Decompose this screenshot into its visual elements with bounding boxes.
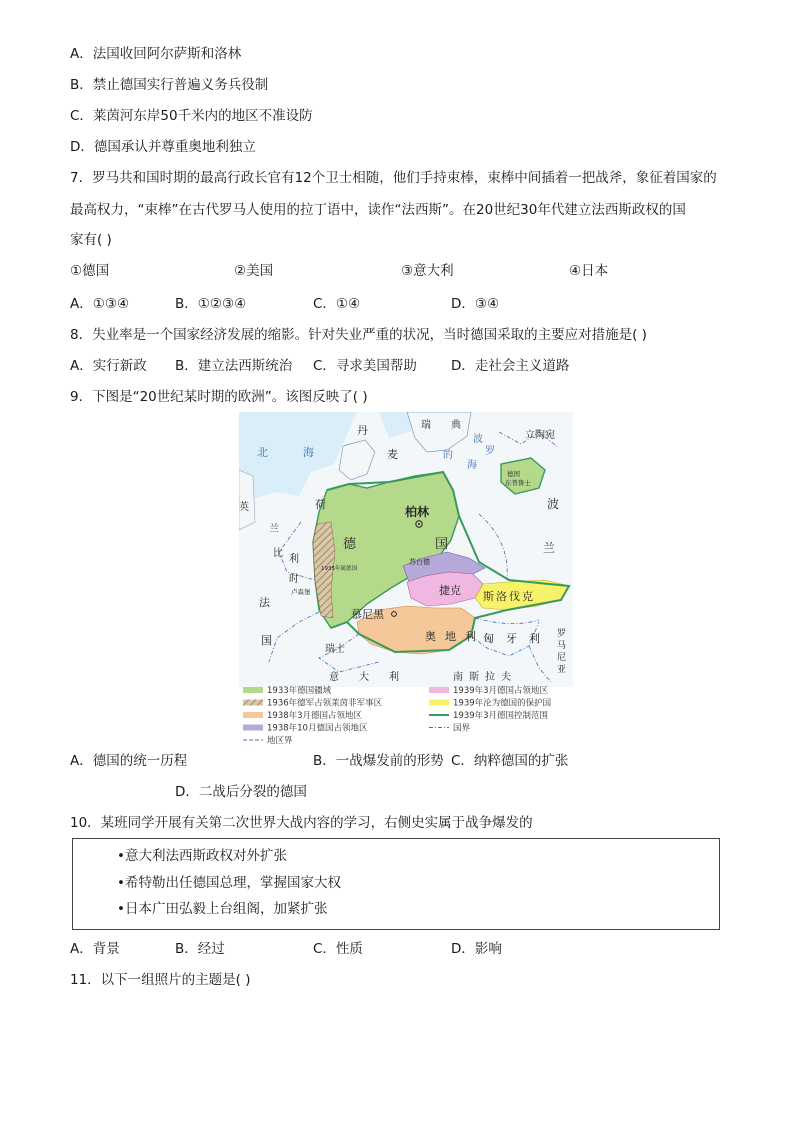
map-label-romania-2: 马 [557,641,567,651]
map-label-baltic-3: 的 [443,450,453,461]
map-label-austria: 奥地利 [425,630,485,643]
map-legend-swatch [429,700,449,706]
q6-option-a: A．法国收回阿尔萨斯和洛林 [70,46,242,62]
q7-item-1: ①德国 [70,263,110,279]
q7-item-3: ③意大利 [401,263,454,279]
map-label-france-1: 法 [259,596,270,609]
map-label-poland-1: 波 [547,497,560,511]
map-label-czech: 捷克 [439,584,461,597]
map-label-romania-1: 罗 [557,629,567,639]
map-label-netherlands-2: 兰 [269,524,279,535]
map-legend-label: 1936年德军占领莱茵非军事区 [267,698,383,709]
q7-option-a: A．①③④ [70,296,130,312]
q9-option-c: C．纳粹德国的扩张 [451,753,569,769]
map-label-denmark-1: 丹 [357,424,368,437]
q8-option-c: C．寻求美国帮助 [313,358,417,374]
q10-fact-1: •意大利法西斯政权对外扩张 [117,848,287,864]
q8-option-b: B．建立法西斯统治 [175,358,293,374]
map-legend-swatch [243,712,263,718]
q9-option-d: D．二战后分裂的德国 [175,784,307,800]
q10-stem: 10．某班同学开展有关第二次世界大战内容的学习，右侧史实属于战争爆发的 [70,815,533,831]
map-label-france-2: 国 [261,634,272,647]
map-legend-label: 1939年沦为德国的保护国 [453,698,552,709]
map-label-germany-2: 国 [435,537,449,552]
map-britain [239,470,255,530]
map-label-east-prussia-2: 东普鲁士 [505,479,531,487]
map-legend-label: 1933年德国疆域 [267,686,332,696]
map-label-east-prussia-1: 德国 [507,470,520,478]
q7-item-2: ②美国 [234,263,274,279]
q10-fact-3: •日本广田弘毅上台组阁，加紧扩张 [117,901,328,917]
map-label-slovakia: 斯洛伐克 [483,590,535,603]
map-label-north-sea-1: 北 [257,446,268,459]
map-label-baltic-1: 波 [473,434,483,445]
q10-option-d: D．影响 [451,941,502,957]
map-label-baltic-4: 海 [467,460,477,471]
map-label-sweden-1: 瑞 [421,420,431,431]
q8-option-a: A．实行新政 [70,358,147,374]
q7-option-c: C．①④ [313,296,361,312]
map-label-hungary: 匈牙利 [483,632,552,645]
map-label-belgium-3: 时 [289,574,299,585]
map-label-munich: 慕尼黑 [351,608,384,621]
q8-stem: 8．失业率是一个国家经济发展的缩影。针对失业严重的状况，当时德国采取的主要应对措施是( ) [70,327,647,343]
map-berlin-marker-dot [418,523,420,525]
q10-option-c: C．性质 [313,941,363,957]
q6-option-c: C．莱茵河东岸50千米内的地区不准设防 [70,108,313,124]
q10-facts-box [72,838,720,930]
map-legend-swatch [429,687,449,693]
map-label-germany-1: 德 [343,537,357,552]
map-label-denmark-2: 麦 [387,448,398,461]
map-legend-label: 1939年3月德国控制范围 [453,711,549,721]
map-label-rhineland: 1935年属德国 [321,566,357,572]
map-label-britain: 英 [239,502,249,513]
map-label-italy: 意大利 [329,672,419,683]
map-label-sudeten: 苏台德 [409,558,430,566]
q7-item-4: ④日本 [569,263,609,279]
map-label-north-sea-2: 海 [303,446,314,459]
q7-option-b: B．①②③④ [175,296,247,312]
map-legend-label: 1938年3月德国占领地区 [267,711,363,721]
map-label-baltic-2: 罗 [485,446,495,457]
q11-stem: 11．以下一组照片的主题是( ) [70,972,251,988]
map-label-netherlands-1: 荷 [315,498,326,511]
map-label-berlin: 柏林 [405,505,430,519]
map-legend-swatch [243,687,263,693]
map-legend-swatch [243,700,263,706]
map-label-switzerland: 瑞士 [325,644,345,655]
map-legend-swatch [243,725,263,731]
map-label-poland-2: 兰 [543,541,556,555]
q10-option-a: A．背景 [70,941,120,957]
q9-option-b: B．一战爆发前的形势 [313,753,444,769]
map-label-belgium-2: 利 [289,554,299,565]
q8-option-d: D．走社会主义道路 [451,358,570,374]
map-legend-label: 国界 [453,723,471,734]
map-label-yugoslavia: 南斯拉夫 [453,672,517,683]
europe-map-figure [239,412,573,744]
map-label-sweden-2: 典 [451,420,461,431]
q9-stem: 9．下图是“20世纪某时期的欧洲”。该图反映了( ) [70,389,368,405]
q6-option-d: D．德国承认并尊重奥地利独立 [70,139,256,155]
q10-option-b: B．经过 [175,941,225,957]
q6-option-b: B．禁止德国实行普遍义务兵役制 [70,77,269,93]
q10-fact-2: •希特勒出任德国总理，掌握国家大权 [117,875,341,891]
q7-stem-line-2: 最高权力，“束棒”在古代罗马人使用的拉丁语中，读作“法西斯”。在20世纪30年代建立法西斯政权的国 [70,202,686,218]
map-legend-label: 地区界 [267,736,293,744]
q7-stem-line-1: 7．罗马共和国时期的最高行政长官有12个卫士相随，他们手持束棒，束棒中间插着一把战斧，象征着国家的 [70,170,717,186]
map-label-luxembourg: 卢森堡 [291,588,311,596]
map-label-romania-4: 亚 [557,665,567,675]
map-label-belgium-1: 比 [273,548,283,559]
map-label-romania-3: 尼 [557,653,567,663]
map-legend-label: 1938年10月德国占领地区 [267,723,368,734]
q7-stem-line-3: 家有( ) [70,232,112,248]
q7-option-d: D．③④ [451,296,500,312]
map-label-lithuania: 立陶宛 [525,430,555,441]
q9-option-a: A．德国的统一历程 [70,753,188,769]
map-legend-label: 1939年3月德国占领地区 [453,686,549,696]
